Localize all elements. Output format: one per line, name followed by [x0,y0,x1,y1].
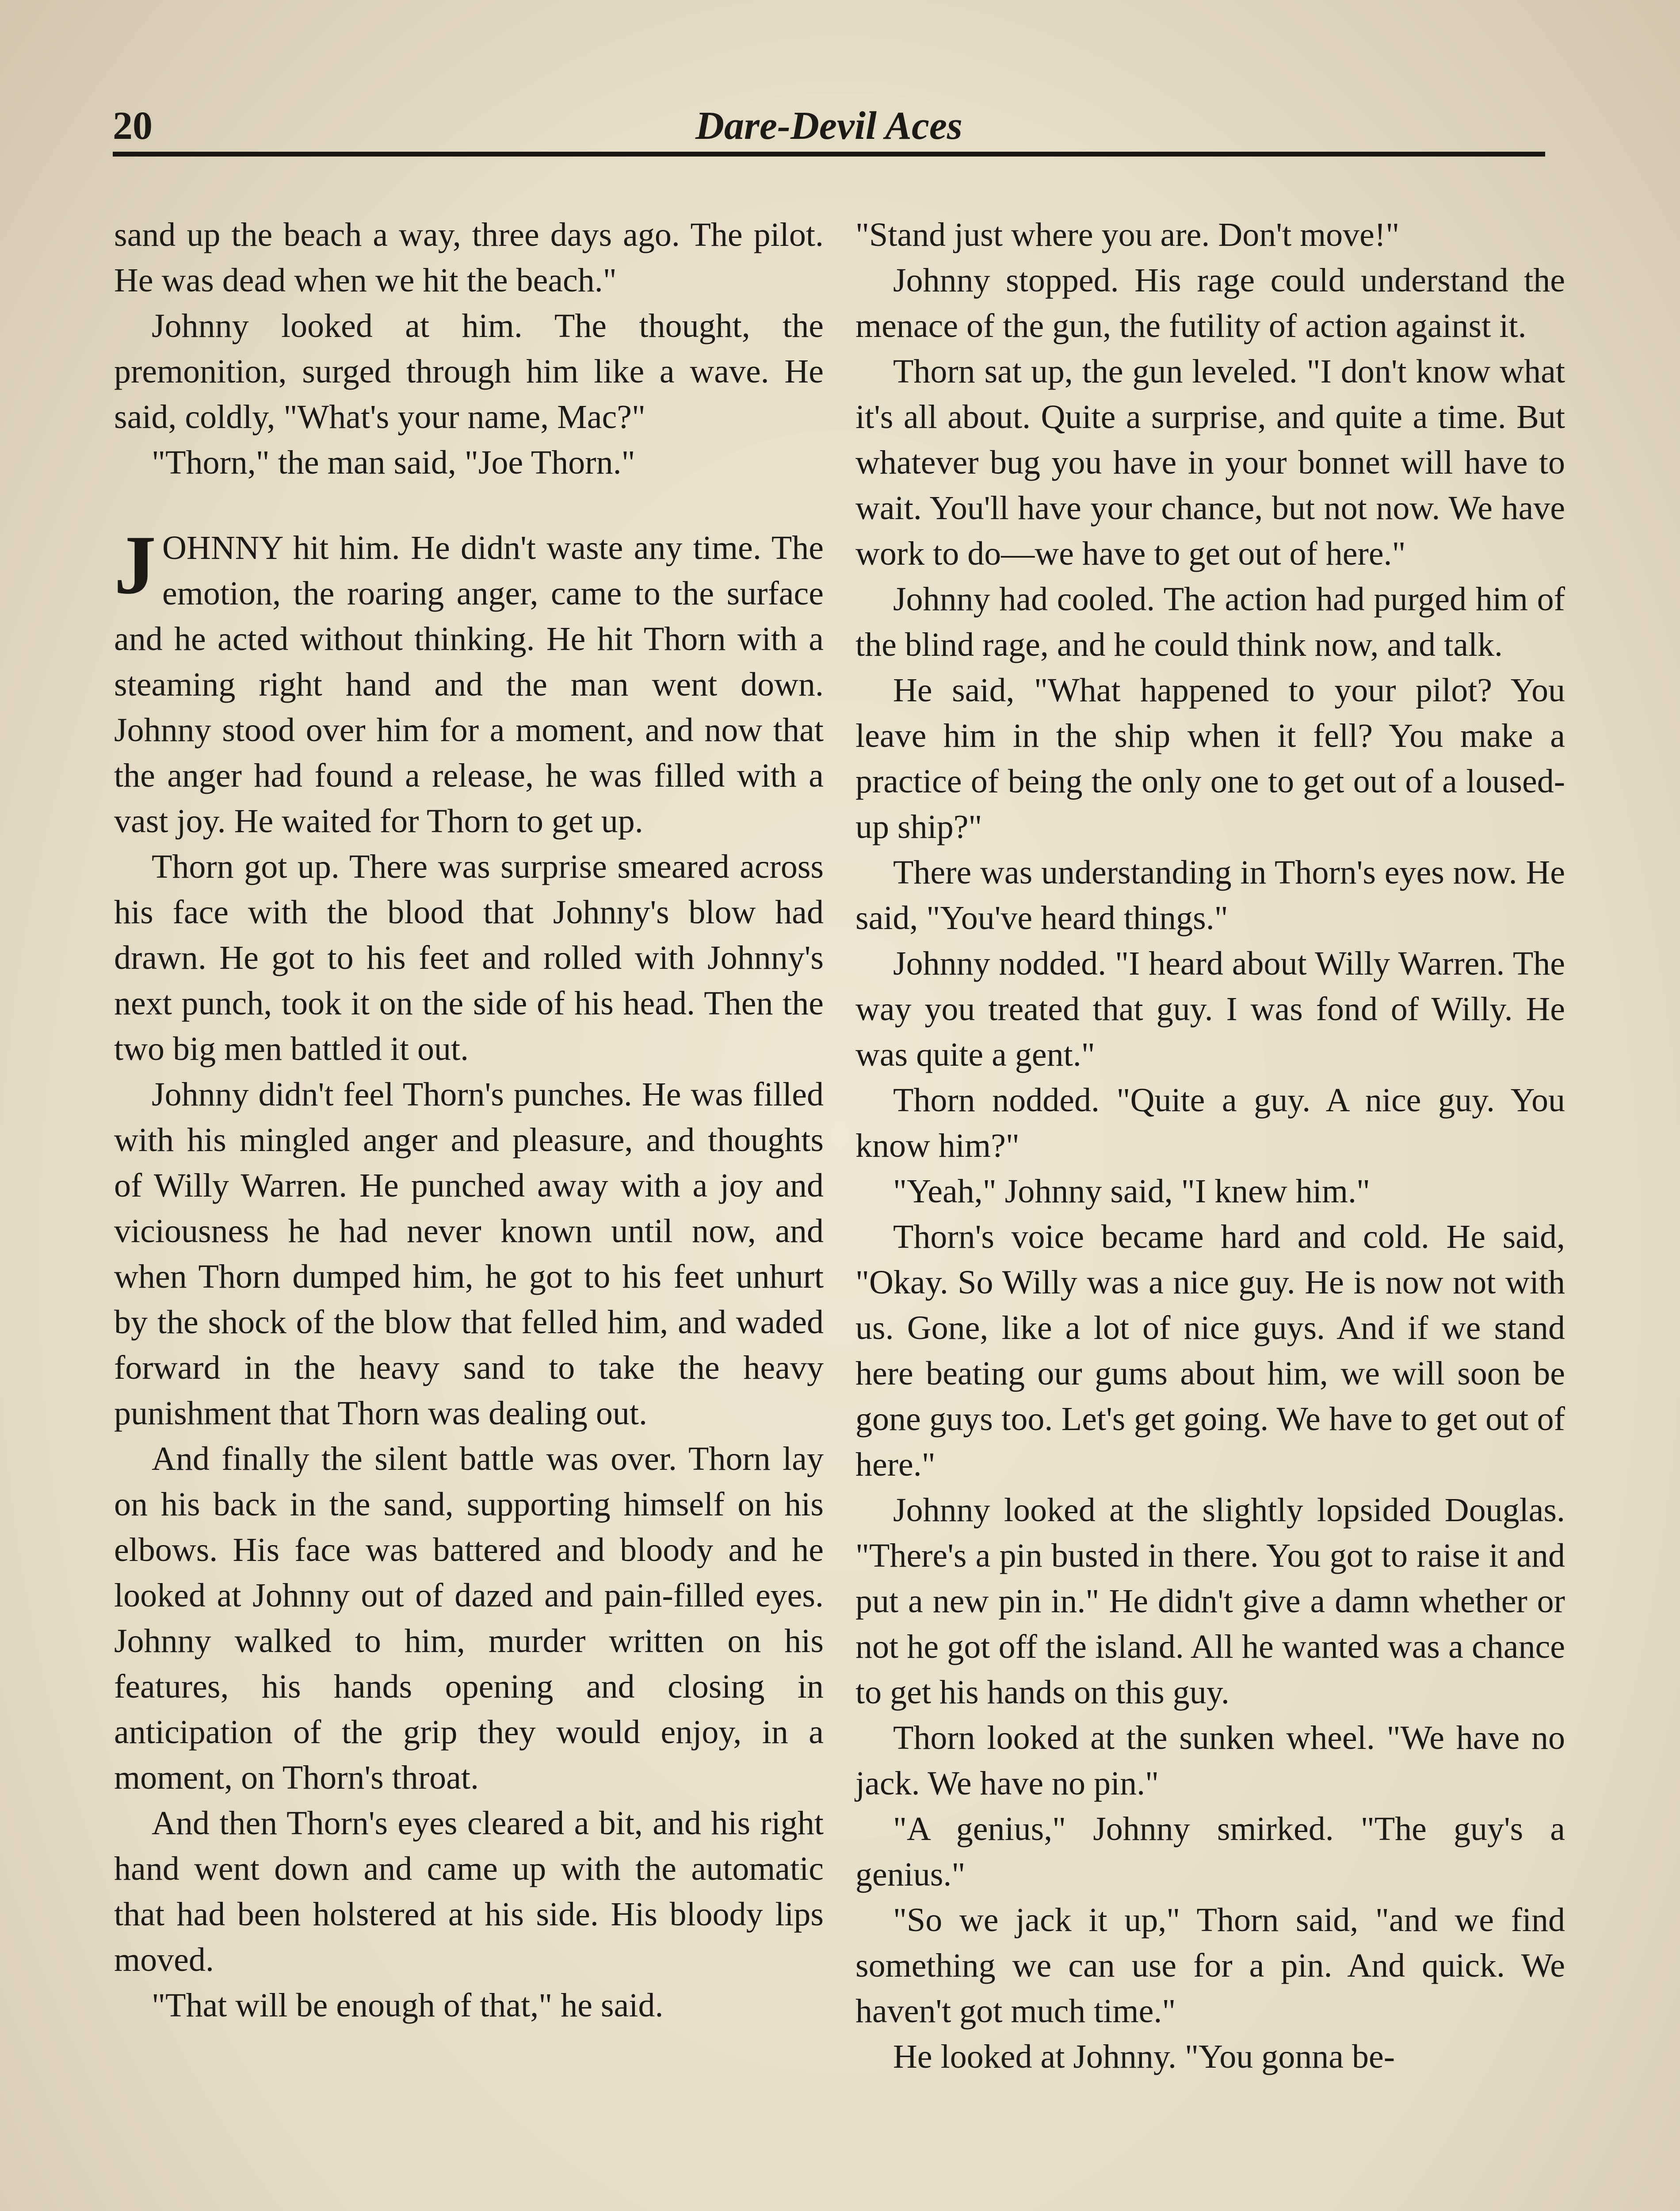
paragraph: Johnny stopped. His rage could understand the menace of the gun, the futility of action against it. [855,262,1565,344]
paragraph: "Stand just where you are. Don't move!" [855,216,1400,253]
paragraph: Thorn looked at the sunken wheel. "We have no jack. We have no pin." [855,1719,1565,1802]
magazine-title: Dare-Devil Aces [695,104,962,148]
paragraph: And then Thorn's eyes cleared a bit, and his right hand went down and came up with the automatic that had been holstered at his side. His bloody lips moved. [114,1805,824,1978]
paragraph: "Yeah," Johnny said, "I knew him." [893,1173,1370,1210]
paragraph: Johnny nodded. "I heard about Willy Warren. The way you treated that guy. I was fond of Willy. He was quite a gent." [855,945,1565,1073]
paragraph: Thorn's voice became hard and cold. He said, "Okay. So Willy was a nice guy. He is now not with us. Gone, like a lot of nice guys. And if we stand here beating our gums about him, we will soon be gone guys too. Let's get going. We have to get out of here." [855,1218,1565,1483]
paragraph: sand up the beach a way, three days ago. The pilot. He was dead when we hit the beach." [114,216,824,299]
left-column [114,212,824,2028]
paragraph: "That will be enough of that," he said. [152,1987,664,2024]
paragraph: "So we jack it up," Thorn said, "and we find something we can use for a pin. And quick. We haven't got much time." [855,1901,1565,2030]
paragraph: Johnny had cooled. The action had purged him of the blind rage, and he could think now, and talk. [855,581,1565,663]
paragraph: "A genius," Johnny smirked. "The guy's a genius." [855,1810,1565,1893]
paragraph-text: OHNNY hit him. He didn't waste any time. The emotion, the roaring anger, came to the surface and he acted without thinking. He hit Thorn with a steaming right hand and the man went down. Johnny stood over him for a moment, and now that the anger had found a release, he was filled with a vast joy. He waited for Thorn to get up. [114,529,824,840]
paragraph: Thorn got up. There was surprise smeared across his face with the blood that Johnny's blow had drawn. He got to his feet and rolled with Johnny's next punch, took it on the side of his head. Then the two big men battled it out. [114,848,824,1067]
paragraph: There was understanding in Thorn's eyes now. He said, "You've heard things." [855,854,1565,937]
paragraph: He looked at Johnny. "You gonna be- [893,2038,1395,2075]
paragraph: Thorn sat up, the gun leveled. "I don't know what it's all about. Quite a surprise, and quite a time. But whatever bug you have in your bonnet will have to wait. You'll have your chance, but not now. We have work to do—we have to get out of here." [855,353,1565,572]
paragraph: Johnny looked at him. The thought, the premonition, surged through him like a wave. He said, coldly, "What's your name, Mac?" [114,307,824,436]
section-opening-paragraph [114,519,824,844]
paragraph: And finally the silent battle was over. Thorn lay on his back in the sand, supporting himself on his elbows. His face was battered and bloody and he looked at Johnny out of dazed and pain-filled eyes. Johnny walked to him, murder written on his features, his hands opening and closing in anticipation of the grip they would enjoy, in a moment, on Thorn's throat. [114,1440,824,1796]
right-column [855,212,1565,2080]
paragraph: Thorn nodded. "Quite a guy. A nice guy. You know him?" [855,1082,1565,1164]
paragraph: Johnny looked at the slightly lopsided Douglas. "There's a pin busted in there. You got to raise it and put a new pin in." He didn't give a damn whether or not he got off the island. All he wanted was a chance to get his hands on this guy. [855,1492,1565,1711]
page-number: 20 [113,104,153,148]
paragraph: "Thorn," the man said, "Joe Thorn." [152,444,635,481]
header-rule [113,152,1545,157]
paragraph: He said, "What happened to your pilot? You leave him in the ship when it fell? You make a practice of being the only one to get out of a loused-up ship?" [855,672,1565,845]
drop-cap: J [114,519,156,612]
paragraph: Johnny didn't feel Thorn's punches. He was filled with his mingled anger and pleasure, and thoughts of Willy Warren. He punched away with a joy and viciousness he had never known until now, and when Thorn dumped him, he got to his feet unhurt by the shock of the blow that felled him, and waded forward in the heavy sand to take the heavy punishment that Thorn was dealing out. [114,1076,824,1432]
